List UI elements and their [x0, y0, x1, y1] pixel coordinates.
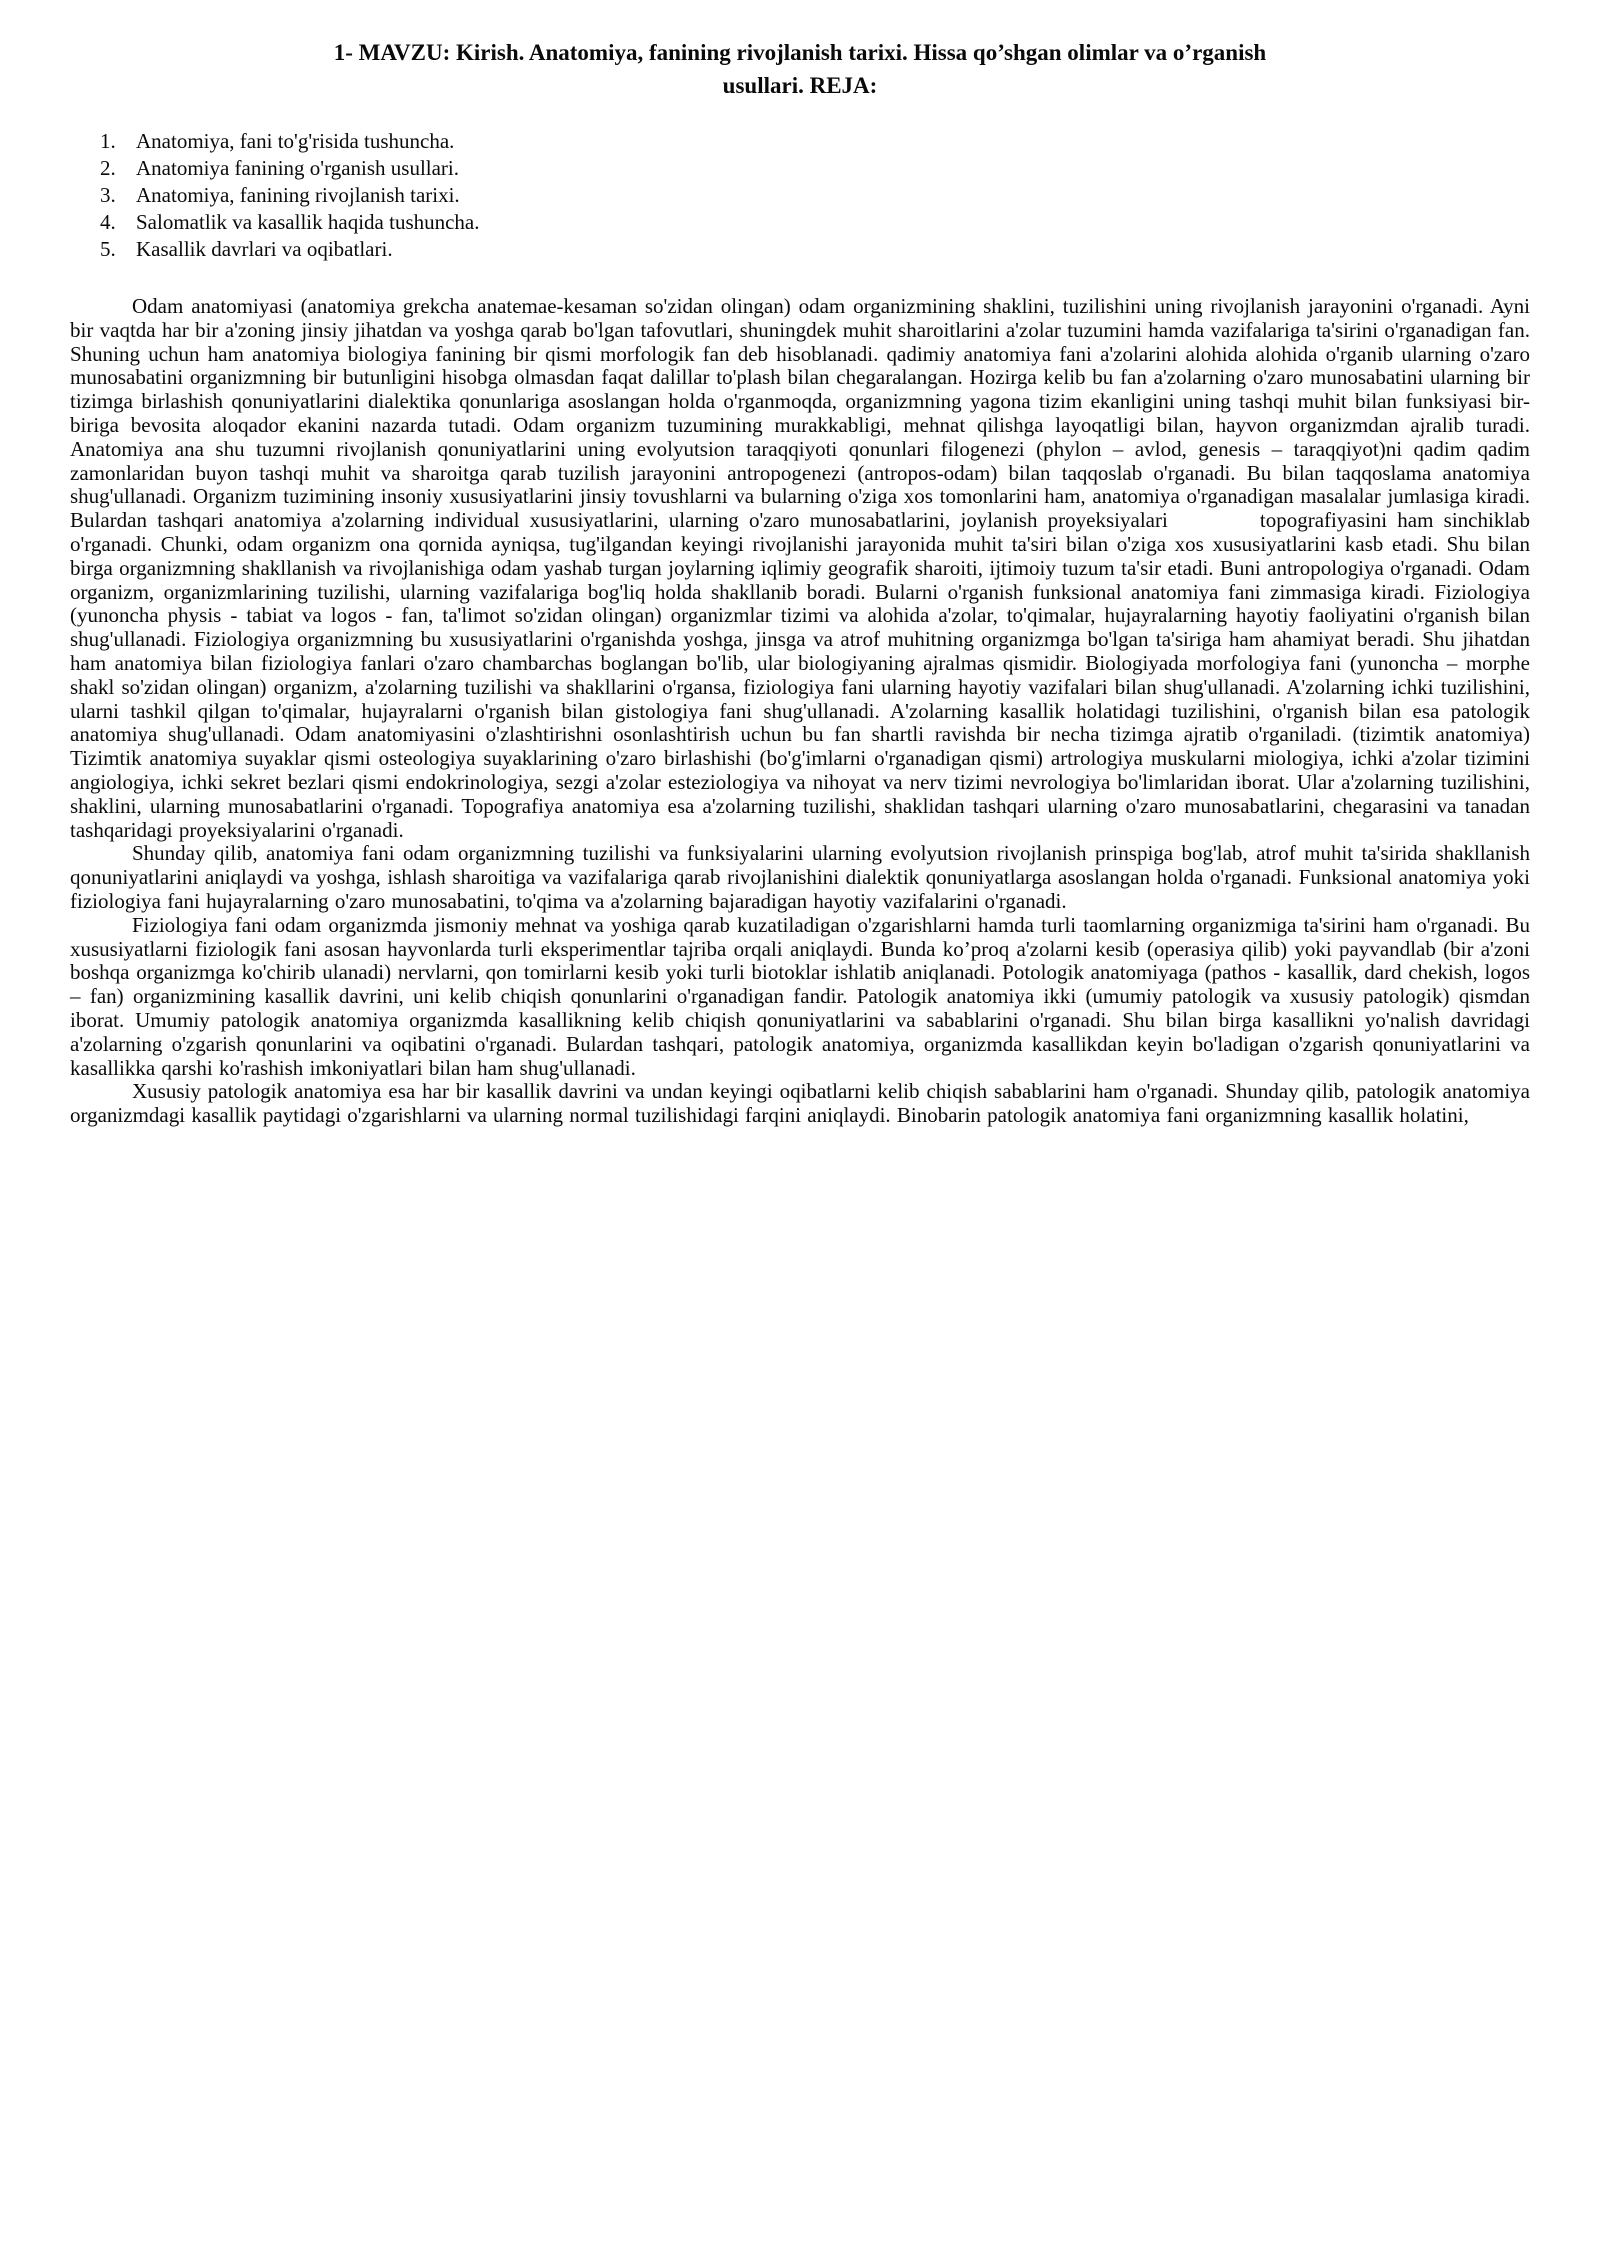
reja-item-5-text: Kasallik davrlari va oqibatlari.: [136, 237, 393, 261]
reja-item-5: [100, 236, 1530, 263]
reja-item-5-number: 5.: [100, 237, 116, 261]
document-title: [70, 36, 1530, 102]
reja-item-4-number: 4.: [100, 210, 116, 234]
document-title-line-2: usullari. REJA:: [722, 73, 878, 98]
reja-item-1-number: 1.: [100, 129, 116, 153]
reja-item-1: [100, 128, 1530, 155]
document-body: [70, 295, 1530, 1128]
reja-item-3-text: Anatomiya, fanining rivojlanish tarixi.: [136, 183, 460, 207]
reja-item-1-text: Anatomiya, fani to'g'risida tushuncha.: [136, 129, 455, 153]
document-title-line-1: 1- MAVZU: Kirish. Anatomiya, fanining rivojlanish tarixi. Hissa qo’shgan olimlar va o’rganish: [333, 40, 1267, 65]
reja-item-4-text: Salomatlik va kasallik haqida tushuncha.: [136, 210, 480, 234]
reja-item-3-number: 3.: [100, 183, 116, 207]
reja-item-2-number: 2.: [100, 156, 116, 180]
reja-item-4: [100, 209, 1530, 236]
reja-list: [70, 128, 1530, 263]
paragraph-4: Xususiy patologik anatomiya esa har bir kasallik davrini va undan keyingi oqibatlarni kelib chiqish sabablarini ham o'rganadi. Shunday qilib, patologik anatomiya organizmdagi kasallik paytidagi o'zgarishlarni va ularning normal tuzilishidagi farqini aniqlaydi. Binobarin patologik anatomiya fani organizmning kasallik holatini,: [70, 1079, 1530, 1128]
paragraph-3: Fiziologiya fani odam organizmda jismoniy mehnat va yoshiga qarab kuzatiladigan o'zgarishlarni hamda turli taomlarning organizmiga ta'sirini ham o'rganadi. Bu xususiyatlarni fiziologik fani asosan hayvonlarda turli eksperimentlar tajriba orqali aniqlaydi. Bunda ko’proq a'zolarni kesib (operasiya qilib) yoki payvandlab (bir a'zoni boshqa organizmga ko'chirib ulanadi) nervlarni, qon tomirlarni kesib yoki turli biotoklar ishlatib aniqlanadi. Potologik anatomiyaga (pathos - kasallik, dard chekish, logos – fan) organizmining kasallik davrini, uni kelib chiqish qonunlarini o'rganadigan fandir. Patologik anatomiya ikki (umumiy patologik va xususiy patologik) qismdan iborat. Umumiy patologik anatomiya organizmda kasallikning kelib chiqish qonuniyatlarini va sabablarini o'rganadi. Shu bilan birga kasallikni yo'nalish davridagi a'zolarning o'zgarish qonunlarini va oqibatini o'rganadi. Bulardan tashqari, patologik anatomiya, organizmda kasallikdan keyin bo'ladigan o'zgarish qonuniyatlarini va kasallikka qarshi ko'rashish imkoniyatlari bilan ham shug'ullanadi.: [70, 912, 1530, 1080]
reja-item-2-text: Anatomiya fanining o'rganish usullari.: [136, 156, 460, 180]
reja-item-3: [100, 182, 1530, 209]
reja-item-2: [100, 155, 1530, 182]
paragraph-2: Shunday qilib, anatomiya fani odam organizmning tuzilishi va funksiyalarini ularning evolyutsion rivojlanish prinspiga bog'lab, atrof muhit ta'sirida shakllanish qonuniyatlarini aniqlaydi va yoshga, ishlash sharoitiga va vazifalariga qarab rivojlanishini dialektik qonuniyatlarga asoslangan holda o'rganadi. Funksional anatomiya yoki fiziologiya fani hujayralarning o'zaro munosabatini, to'qima va a'zolarning bajaradigan hayotiy vazifalarini o'rganadi.: [70, 841, 1530, 913]
paragraph-1: Odam anatomiyasi (anatomiya grekcha anatemae-kesaman so'zidan olingan) odam organizmining shaklini, tuzilishini uning rivojlanish jarayonini o'rganadi. Ayni bir vaqtda har bir a'zoning jinsiy jihatdan va yoshga qarab bo'lgan tafovutlari, shuningdek muhit sharoitlarini a'zolar tuzumini hamda vazifalariga ta'sirini o'rganadigan fan. Shuning uchun ham anatomiya biologiya fanining bir qismi morfologik fan deb hisoblanadi. qadimiy anatomiya fani a'zolarini alohida alohida o'rganib ularning o'zaro munosabatini organizmning bir butunligini hisobga olmasdan faqat dalillar to'plash bilan chegaralangan. Hozirga kelib bu fan a'zolarning o'zaro munosabatini ularning bir tizimga birlashish qonuniyatlarini dialektika qonunlariga asoslangan holda o'rganmoqda, organizmning yagona tizim ekanligini uning tashqi muhit bilan funksiyasi bir-biriga bevosita aloqador ekanini nazarda tutadi. Odam organizm tuzumining murakkabligi, mehnat qilishga layoqatligi bilan, hayvon organizmdan ajralib turadi. Anatomiya ana shu tuzumni rivojlanish qonuniyatlarini uning evolyutsion taraqqiyoti qonunlari filogenezi (phylon – avlod, genesis – taraqqiyot)ni qadim qadim zamonlaridan buyon tashqi muhit va sharoitga qarab tuzilish jarayonini antropogenezi (antropos-odam) bilan taqqoslab o'rganadi. Bu bilan taqqoslama anatomiya shug'ullanadi. Organizm tuzimining insoniy xususiyatlarini jinsiy tovushlarni va bularning o'ziga xos tomonlarini ham, anatomiya o'rganadigan masalalar jumlasiga kiradi. Bulardan tashqari anatomiya a'zolarning individual xususiyatlarini, ularning o'zaro munosabatlarini, joylanish proyeksiyalari topografiyasini ham sinchiklab o'rganadi. Chunki, odam organizm ona qornida ayniqsa, tug'ilgandan keyingi rivojlanishi jarayonida muhit ta'siri bilan o'ziga xos xususiyatlarini kasb etadi. Shu bilan birga organizmning shakllanish va rivojlanishiga odam yashab turgan joylarning iqlimiy geografik sharoiti, ijtimoiy tuzum ta'sir etadi. Buni antropologiya o'rganadi. Odam organizm, organizmlarining tuzilishi, ularning vazifalariga bog'liq holda shakllanib boradi. Bularni o'rganish funksional anatomiya fani zimmasiga kiradi. Fiziologiya (yunoncha physis - tabiat va logos - fan, ta'limot so'zidan olingan) organizmlar tizimi va alohida a'zolar, to'qimalar, hujayralarning hayotiy faoliyatini o'rganish bilan shug'ullanadi. Fiziologiya organizmning bu xususiyatlarini o'rganishda yoshga, jinsga va atrof muhitning organizmga bo'lgan ta'siriga ham ahamiyat beradi. Shu jihatdan ham anatomiya bilan fiziologiya fanlari o'zaro chambarchas boglangan bo'lib, ular biologiyaning ajralmas qismidir. Biologiyada morfologiya fani (yunoncha – morphe shakl so'zidan olingan) organizm, a'zolarning tuzilishi va shakllarini o'rgansa, fiziologiya fani ularning hayotiy vazifalari bilan shug'ullanadi. A'zolarning ichki tuzilishini, ularni tashkil qilgan to'qimalar, hujayralarni o'rganish bilan gistologiya fani shug'ullanadi. A'zolarning kasallik holatidagi tuzilishini, o'rganish bilan esa patologik anatomiya shug'ullanadi. Odam anatomiyasini o'zlashtirishni osonlashtirish uchun bu fan shartli ravishda bir necha tizimga ajratib o'rganiladi. (tizimtik anatomiya) Tizimtik anatomiya suyaklar qismi osteologiya suyaklarining o'zaro birlashishi (bo'g'imlarni o'rganadigan qismi) artrologiya muskularni miologiya, ichki a'zolar tizimini angiologiya, ichki sekret bezlari qismi endokrinologiya, sezgi a'zolar esteziologiya va nihoyat va nerv tizimi nevrologiya bo'limlaridan iborat. Ular a'zolarning tuzilishini, shaklini, ularning munosabatlarini o'rganadi. Topografiya anatomiya esa a'zolarning tuzilishi, shaklidan tashqari ularning o'zaro munosabatlarini, chegarasini va tanadan tashqaridagi proyeksiyalarini o'rganadi.: [70, 294, 1530, 842]
